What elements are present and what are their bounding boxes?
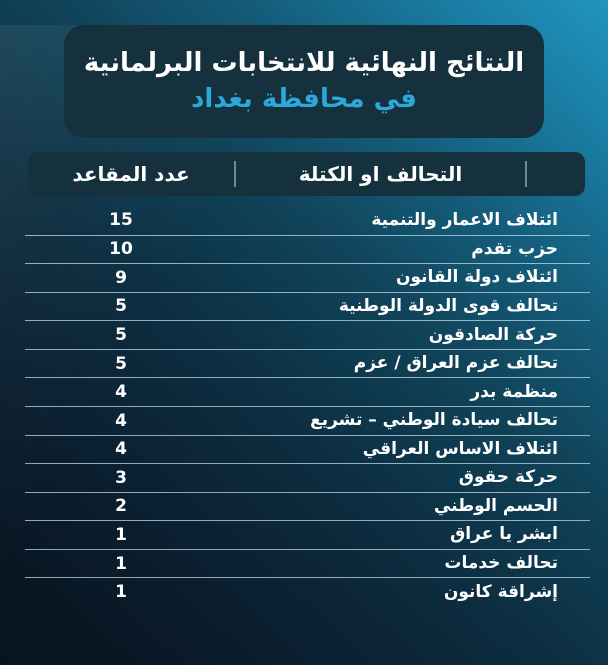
table-header-row <box>28 152 585 196</box>
seats-value: 1 <box>115 553 127 574</box>
table-row <box>25 577 590 606</box>
table-row <box>25 435 590 464</box>
seats-value: 4 <box>115 410 127 431</box>
table-row <box>25 292 590 321</box>
alliance-name: ائتلاف الاساس العراقي <box>362 438 558 459</box>
title-card <box>64 25 544 138</box>
page-subtitle: في محافظة بغداد <box>191 84 417 114</box>
alliance-name: ابشر يا عراق <box>450 524 558 545</box>
alliance-name: حركة حقوق <box>458 467 558 488</box>
table-row <box>25 320 590 349</box>
alliance-name: حركة الصادقون <box>428 324 558 345</box>
alliance-name: إشراقة كانون <box>443 581 558 602</box>
table-row <box>25 206 590 235</box>
alliance-name: تحالف عزم العراق / عزم <box>353 353 558 374</box>
table-row <box>25 406 590 435</box>
table-row <box>25 235 590 264</box>
seats-value: 4 <box>115 382 127 403</box>
alliance-name: ائتلاف دولة القانون <box>395 267 558 288</box>
seats-value: 5 <box>115 325 127 346</box>
table-body <box>25 206 590 606</box>
alliance-column-header: التحالف او الكتلة <box>298 162 463 186</box>
seats-value: 2 <box>115 496 127 517</box>
table-row <box>25 377 590 406</box>
seats-value: 1 <box>115 524 127 545</box>
seats-value: 3 <box>115 467 127 488</box>
seats-value: 15 <box>109 210 133 231</box>
alliance-name: تحالف سيادة الوطني – تشريع <box>310 410 558 431</box>
alliance-name: ائتلاف الاعمار والتنمية <box>371 209 558 230</box>
table-row <box>25 520 590 549</box>
table-row <box>25 492 590 521</box>
seats-value: 5 <box>115 353 127 374</box>
page-title: النتائج النهائية للانتخابات البرلمانية <box>83 48 525 79</box>
table-row <box>25 263 590 292</box>
blank-column-header <box>527 152 585 196</box>
alliance-name: تحالف خدمات <box>444 553 558 574</box>
election-results-infographic <box>0 25 608 665</box>
seats-value: 5 <box>115 296 127 317</box>
seats-value: 9 <box>115 267 127 288</box>
alliance-name: منظمة بدر <box>470 381 558 402</box>
seats-value: 10 <box>109 239 133 260</box>
seats-column-header: عدد المقاعد <box>72 162 190 186</box>
table-row <box>25 349 590 378</box>
alliance-name: حزب تقدم <box>471 238 558 259</box>
seats-value: 4 <box>115 439 127 460</box>
table-row <box>25 463 590 492</box>
alliance-name: الحسم الوطني <box>433 495 558 516</box>
table-row <box>25 549 590 578</box>
seats-value: 1 <box>115 582 127 603</box>
alliance-name: تحالف قوى الدولة الوطنية <box>338 295 558 316</box>
